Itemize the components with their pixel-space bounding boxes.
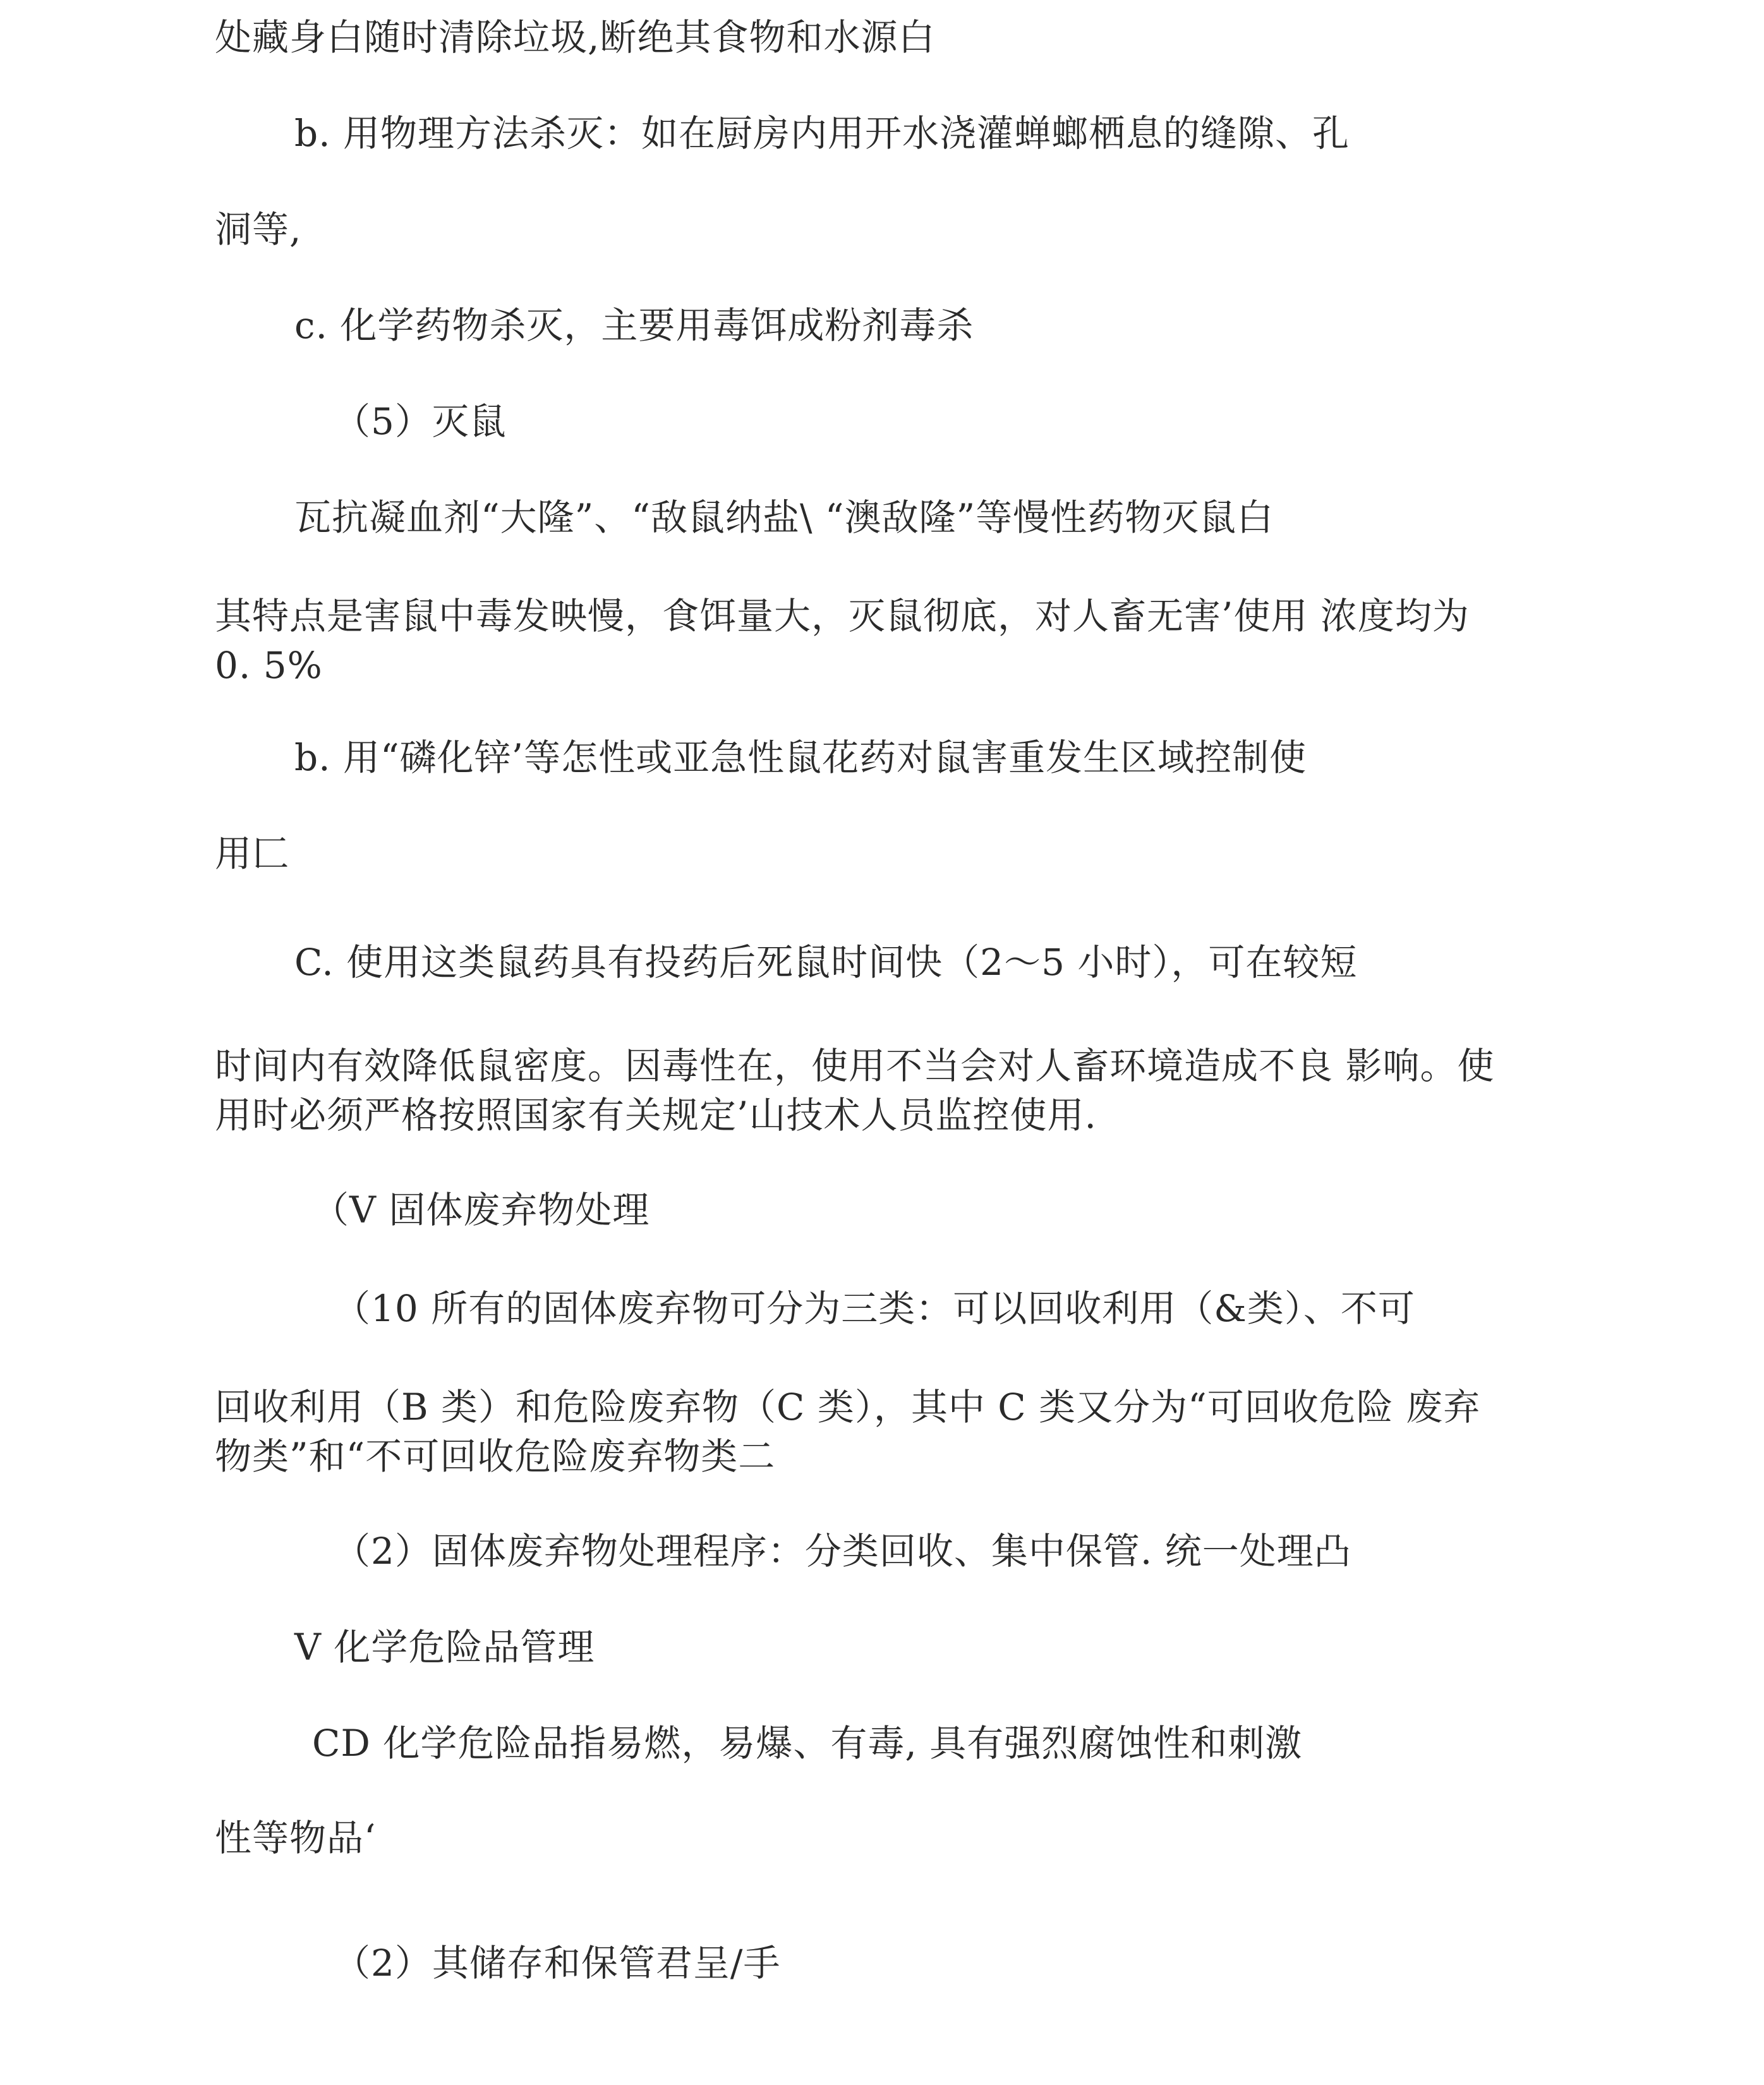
text-line-13: 用时必须严格按照国家有关规定’山技术人员监控使用. [215,1094,1097,1137]
text-line-18: （2）固体废弃物处理程序：分类回收、集中保管. 统一处理凸 [334,1530,1351,1573]
text-line-12: 时间内有效降低鼠密度。因毒性在，使用不当会对人畜环境造成不良 影响。使 [215,1044,1495,1087]
text-line-9: b. 用“磷化锌’等怎性或亚急性鼠花药对鼠害重发生区域控制使 [294,736,1307,779]
text-line-20: CD 化学危险品指易燃，易爆、有毒, 具有强烈腐蚀性和刺激 [312,1722,1303,1765]
text-line-14: （V 固体废弃物处理 [312,1188,650,1231]
text-line-1: 处藏身白随时清除垃圾,断绝其食物和水源白 [215,16,936,59]
text-line-3: 洞等, [215,208,302,251]
text-line-5: （5）灭鼠 [334,400,507,443]
text-line-6: 瓦抗凝血剂“大隆”、“敌鼠纳盐\ “澳敌隆”等慢性药物灭鼠白 [294,496,1274,539]
text-line-10: 用匚 [215,832,290,875]
text-line-11: C. 使用这类鼠药具有投药后死鼠时间快（2〜5 小时），可在较短 [294,941,1358,984]
text-line-17: 物类”和“不可回收危险废弃物类二 [215,1435,776,1478]
text-line-7: 其特点是害鼠中毒发映慢，食饵量大，灭鼠彻底，对人畜无害’使用 浓度均为 [215,595,1470,638]
text-line-22: （2）其储存和保管君呈/手 [334,1942,781,1985]
text-line-4: c. 化学药物杀灭，主要用毒饵成粉剂毒杀 [294,304,974,347]
text-line-8: 0. 5% [215,644,323,687]
text-line-16: 回收利用（B 类）和危险废弃物（C 类），其中 C 类又分为“可回收危险 废弃 [215,1386,1481,1429]
text-line-15: （10 所有的固体废弃物可分为三类：可以回收利用（&类）、不可 [334,1287,1415,1330]
text-line-2: b. 用物理方法杀灭：如在厨房内用开水浇灌蝉螂栖息的缝隙、孔 [294,112,1350,155]
text-line-19: V 化学危险品管理 [294,1626,595,1669]
text-line-21: 性等物品‘ [215,1816,377,1859]
